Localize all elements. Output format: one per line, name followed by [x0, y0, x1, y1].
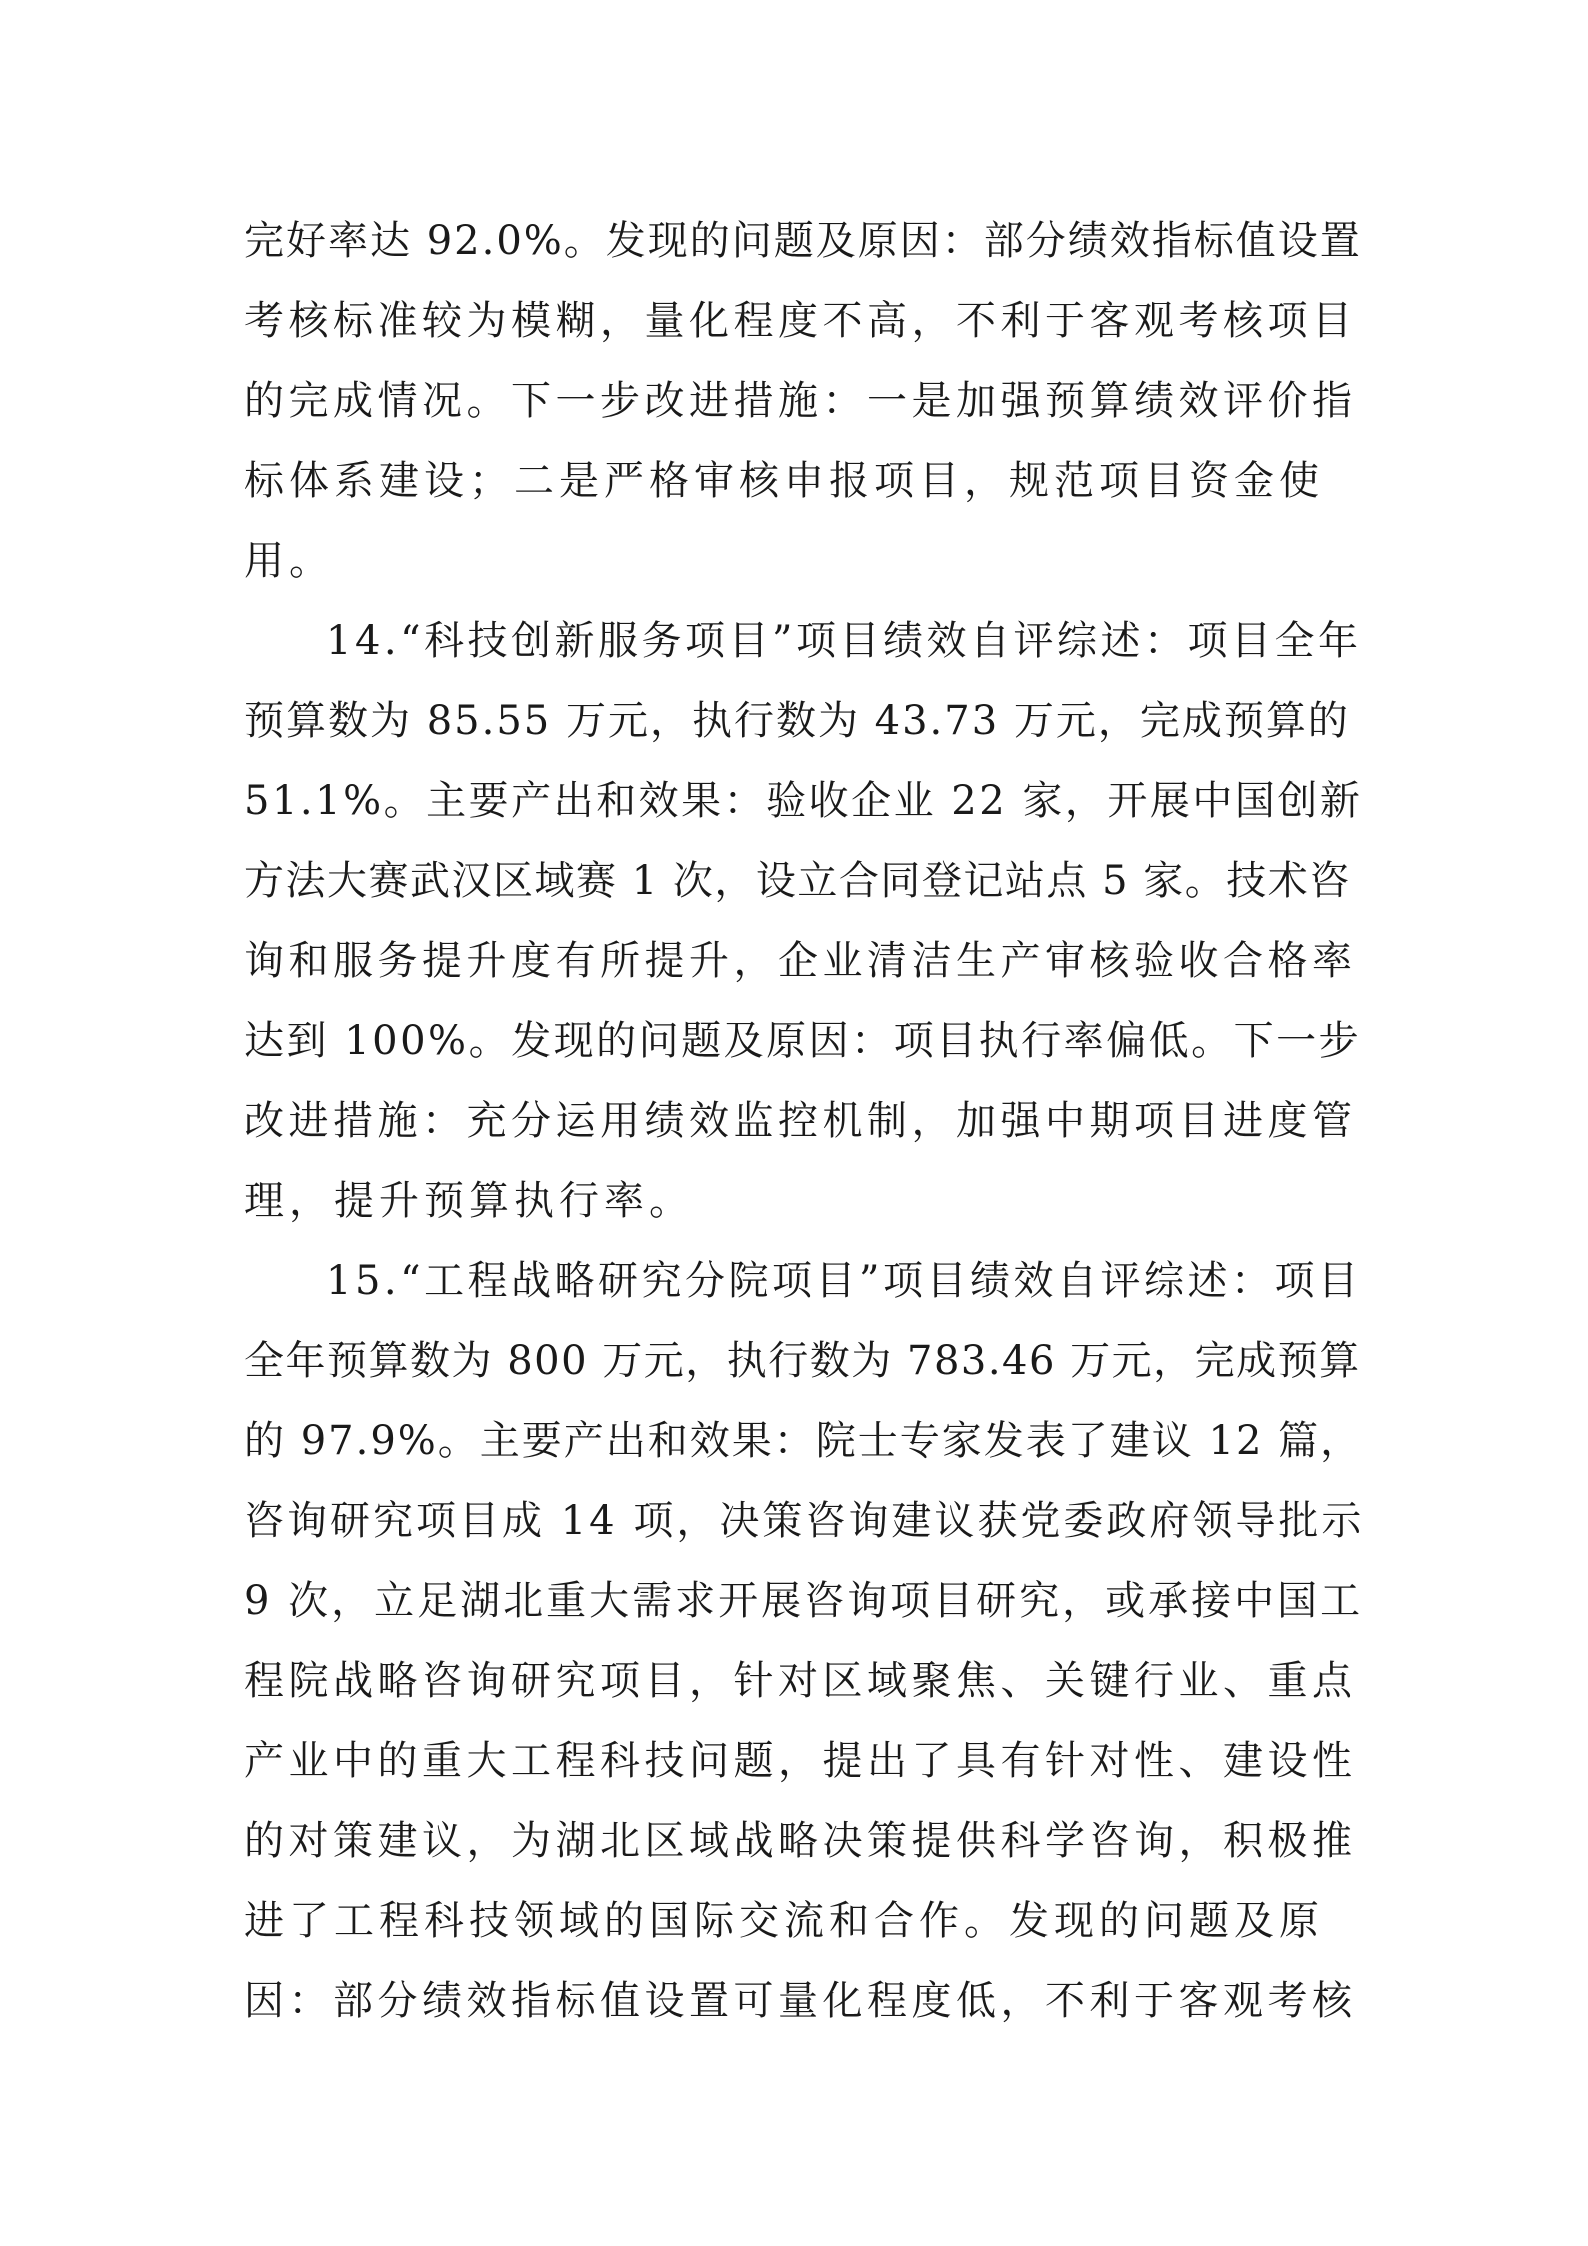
- body-text-line: 全年预算数为 800 万元，执行数为 783.46 万元，完成预算: [244, 1338, 1361, 1384]
- body-text-line: 的对策建议，为湖北区域战略决策提供科学咨询，积极推: [244, 1818, 1357, 1864]
- body-text-line: 咨询研究项目成 14 项，决策咨询建议获党委政府领导批示: [244, 1498, 1365, 1544]
- body-text-line: 预算数为 85.55 万元，执行数为 43.73 万元，完成预算的: [244, 698, 1350, 744]
- body-text-line: 询和服务提升度有所提升，企业清洁生产审核验收合格率: [244, 938, 1357, 984]
- body-text-line: 的完成情况。下一步改进措施：一是加强预算绩效评价指: [244, 378, 1357, 424]
- body-text-line: 标体系建设；二是严格审核申报项目，规范项目资金使: [244, 458, 1324, 504]
- body-text-line: 用。: [244, 538, 334, 584]
- body-text-line: 9 次，立足湖北重大需求开展咨询项目研究，或承接中国工: [244, 1578, 1364, 1624]
- body-text-line: 进了工程科技领域的国际交流和合作。发现的问题及原: [244, 1898, 1324, 1944]
- body-text-line: 考核标准较为模糊，量化程度不高，不利于客观考核项目: [244, 298, 1357, 344]
- body-text-line: 改进措施：充分运用绩效监控机制，加强中期项目进度管: [244, 1098, 1357, 1144]
- body-text-line: 理，提升预算执行率。: [244, 1178, 694, 1224]
- body-text-line: 的 97.9%。主要产出和效果：院士专家发表了建议 12 篇，: [244, 1418, 1363, 1464]
- body-text-line: 因：部分绩效指标值设置可量化程度低，不利于客观考核: [244, 1978, 1357, 2024]
- item-15-heading-line: 15.“工程战略研究分院项目”项目绩效自评综述：项目: [326, 1258, 1362, 1304]
- body-text-line: 程院战略咨询研究项目，针对区域聚焦、关键行业、重点: [244, 1658, 1357, 1704]
- body-text-line: 完好率达 92.0%。发现的问题及原因：部分绩效指标值设置: [244, 218, 1362, 264]
- body-text-line: 51.1%。主要产出和效果：验收企业 22 家，开展中国创新: [244, 778, 1363, 824]
- item-14-heading-line: 14.“科技创新服务项目”项目绩效自评综述：项目全年: [326, 618, 1362, 664]
- body-text-line: 方法大赛武汉区域赛 1 次，设立合同登记站点 5 家。技术咨: [244, 858, 1351, 904]
- body-text-line: 达到 100%。发现的问题及原因：项目执行率偏低。下一步: [244, 1018, 1362, 1064]
- body-text-line: 产业中的重大工程科技问题，提出了具有针对性、建设性: [244, 1738, 1357, 1784]
